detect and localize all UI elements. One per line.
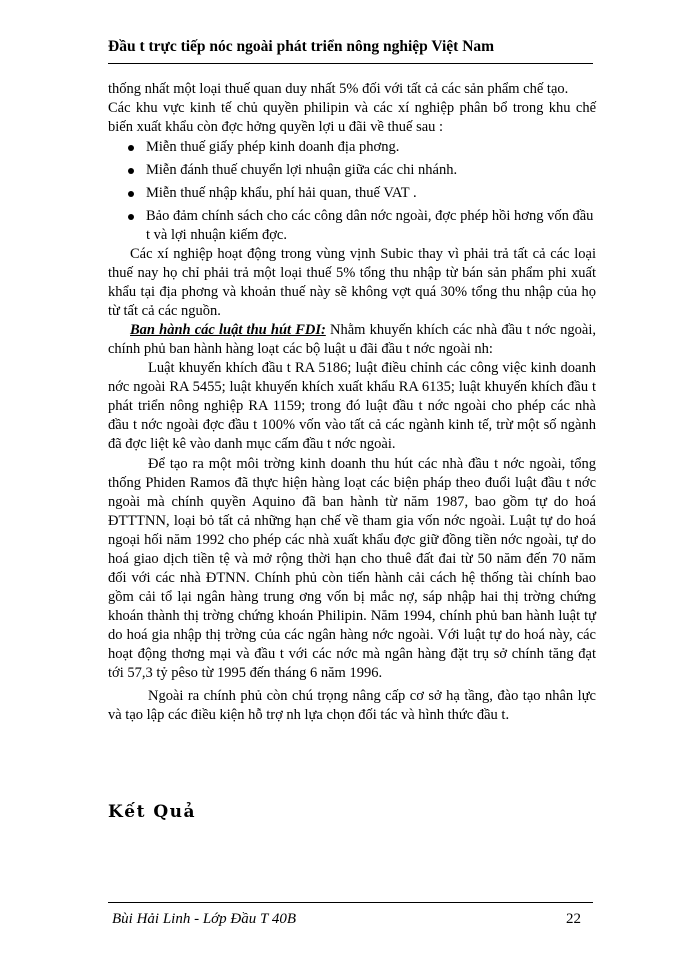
page-number: 22	[566, 911, 581, 927]
header-divider	[108, 63, 593, 64]
paragraph-law-list: Luật khuyến khích đầu t RA 5186; luật điều chỉnh các công việc kinh doanh nớc ngoài RA 5455; luật khuyến khích xuất khẩu RA 6135; luật khuyến khích đầu t phát triển nông nghiệp RA 1159; trong đó luật đầu t nớc ngoài cho phép các nhà đầu t nớc ngoài đợc đầu t 100% vốn vào tất cả các ngành kinh tế, trừ một số ngành đã đợc liệt kê vào danh mục cấm đầu t nớc ngoài.	[108, 360, 596, 452]
paragraph-infrastructure: Ngoài ra chính phủ còn chú trọng nâng cấp cơ sở hạ tầng, đào tạo nhân lực và tạo lập các điều kiện hỗ trợ nh lựa chọn đối tác và hình thức đầu t.	[108, 688, 596, 723]
list-item	[108, 207, 596, 245]
list-item-text: Miễn đánh thuế chuyển lợi nhuận giữa các chi nhánh.	[146, 162, 458, 178]
list-item-text: Miễn thuế giấy phép kinh doanh địa phơng.	[146, 139, 400, 155]
document-body	[108, 80, 596, 725]
list-item	[108, 161, 596, 180]
footer-author: Bùi Hải Linh - Lớp Đầu T 40B	[112, 911, 296, 927]
paragraph-fdi-text: Nhằm khuyến khích các nhà đầu t nớc ngoài, chính phủ ban hành hàng loạt các bộ luật u đãi đầu t nớc ngoài nh:	[108, 322, 596, 357]
bullet-icon	[128, 168, 134, 174]
bullet-icon	[128, 191, 134, 197]
bullet-icon	[128, 145, 134, 151]
list-item	[108, 138, 596, 157]
section-heading-fdi: Ban hành các luật thu hút FDI:	[130, 322, 326, 338]
paragraph-tax-incentives: Các khu vực kinh tế chủ quyền philipin và các xí nghiệp phân bổ trong khu chế biến xuất khẩu còn đợc hởng quyền lợi u đãi về thuế sau :	[108, 100, 596, 135]
list-item-text: Miễn thuế nhập khẩu, phí hải quan, thuế VAT .	[146, 185, 417, 201]
paragraph-tariff: thống nhất một loại thuế quan duy nhất 5% đối với tất cả các sản phẩm chế tạo.	[108, 81, 569, 97]
paragraph-subic: Các xí nghiệp hoạt động trong vùng vịnh Subic thay vì phải trả tất cả các loại thuế nay họ chỉ phải trả một loại thuế 5% tổng thu nhập từ bán sản phẩm phi xuất khẩu tại địa phơng và khoản thuế này sẽ không vợt quá 30% tổng thu nhập của họ từ tất cả các nguồn.	[108, 246, 596, 319]
page-header: Đầu t trực tiếp nóc ngoài phát triển nông nghiệp Việt Nam	[108, 38, 495, 55]
incentive-list	[108, 138, 596, 245]
result-heading: Kết Quả	[108, 802, 197, 822]
paragraph-ramos: Để tạo ra một môi trờng kinh doanh thu hút các nhà đầu t nớc ngoài, tổng thống Phiden Ramos đã thực hiện hàng loạt các biện pháp theo đuổi luật đầu t nớc ngoài mà chính quyền Aquino đã ban hành từ năm 1987, bao gồm tự do hoá ĐTTTNN, loại bỏ tất cả những hạn chế về tham gia vốn nớc ngoài. Luật tự do hoá ngoại hối năm 1992 cho phép các nhà xuất khẩu đợc giữ đồng tiền nớc ngoài, tự do hoá giao dịch tiền tệ và mở rộng thời hạn cho thuê đất đai từ 50 năm đến 70 năm đối với các nhà ĐTNN. Chính phủ còn tiến hành cải cách hệ thống tài chính bao gồm cải tổ lại ngân hàng trung ơng vốn bị mắc nợ, sáp nhập hai thị trờng chứng khoán thành thị trờng chứng khoán Philipin. Năm 1994, chính phủ ban hành luật tự do hoá gia nhập thị trờng của các ngân hàng nớc ngoài. Với luật tự do hoá này, các hoạt động thơng mại và đầu t với các nớc mà ngân hàng đặt trụ sở chính tăng đạt tới 57,3 tỷ pêso từ 1995 đến tháng 6 năm 1996.	[108, 456, 596, 681]
list-item	[108, 184, 596, 203]
bullet-icon	[128, 214, 134, 220]
paragraph-fdi-laws	[108, 321, 596, 359]
list-item-text: Bảo đảm chính sách cho các công dân nớc ngoài, đợc phép hồi hơng vốn đầu t và lợi nhuận kiếm đợc.	[146, 208, 594, 243]
footer-divider	[108, 902, 593, 903]
